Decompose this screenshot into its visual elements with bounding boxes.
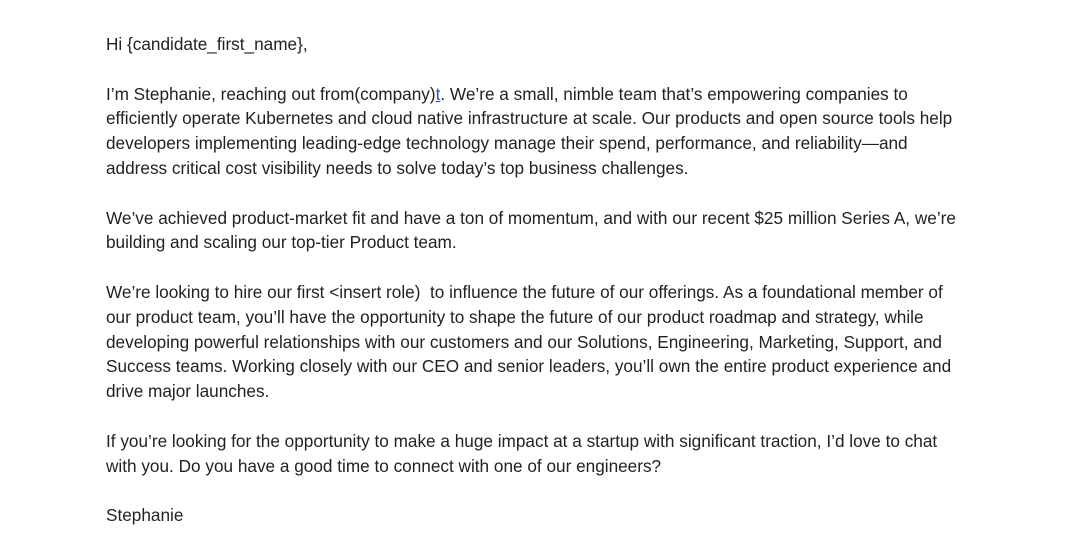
intro-paragraph	[106, 82, 966, 181]
email-body	[106, 32, 966, 528]
company-link[interactable]: t	[435, 83, 441, 104]
greeting-line: Hi {candidate_first_name},	[106, 34, 308, 54]
role-paragraph: We’re looking to hire our first <insert role) to influence the future of our offerings. As a foundational member of our product team, you’ll have the opportunity to shape the future of our product roadmap and strategy, while developing powerful relationships with our customers and our Solutions, Engineering, Marketing, Support, and Success teams. Working closely with our CEO and senior leaders, you’ll own the entire product experience and drive major launches.	[106, 281, 956, 402]
call-to-action-paragraph: If you’re looking for the opportunity to make a huge impact at a startup with significant traction, I’d love to chat with you. Do you have a good time to connect with one of our engineers?	[106, 430, 938, 476]
intro-text-end: . We’re a small, nimble team that’s empowering companies to efficiently operate Kubernetes and cloud native infrastructure at scale. Our products and open source tools help developers implementing leading-edge technology manage their spend, performance, and reliability—and address critical cost visibility needs to solve today’s top business challenges.	[106, 83, 953, 178]
signature: Stephanie	[106, 505, 184, 526]
momentum-paragraph: We’ve achieved product-market fit and have a ton of momentum, and with our recent $25 million Series A, we’re building and scaling our top-tier Product team.	[106, 207, 956, 253]
intro-text-start: I’m Stephanie, reaching out from(company)	[106, 83, 436, 104]
